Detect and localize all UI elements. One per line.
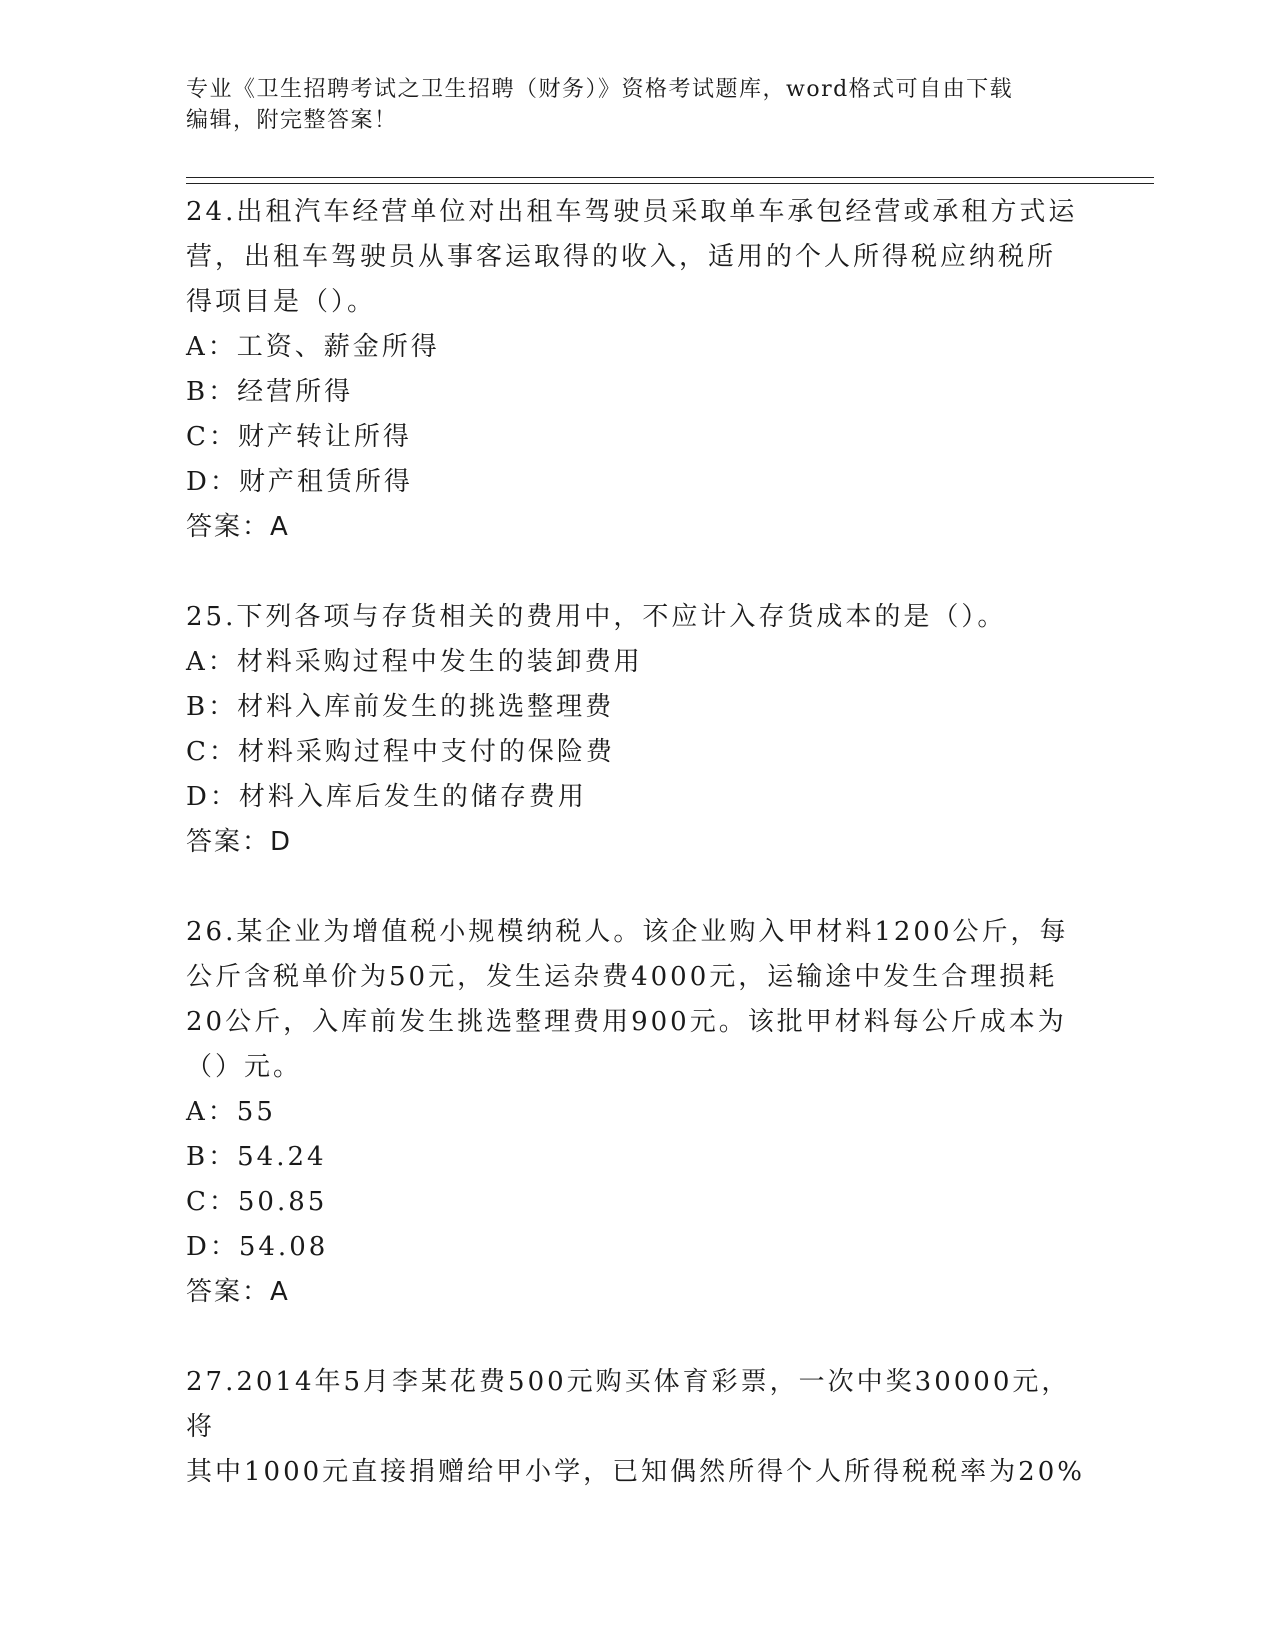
option-d: D：财产租赁所得: [186, 467, 413, 497]
question-text-line: 公斤含税单价为50元，发生运杂费4000元，运输途中发生合理损耗: [186, 962, 1058, 992]
question-text-line: （）元。: [186, 1052, 303, 1082]
question-text-line: 24.出租汽车经营单位对出租车驾驶员采取单车承包经营或承租方式运: [186, 197, 1078, 227]
header-divider-bottom: [186, 183, 1154, 184]
header-line-1: 专业《卫生招聘考试之卫生招聘（财务）》资格考试题库，word格式可自由下载: [186, 77, 1014, 102]
question-27: [186, 1360, 1086, 1495]
option-c: C：材料采购过程中支付的保险费: [186, 737, 615, 767]
answer: 答案：A: [186, 512, 290, 542]
spacer: [186, 550, 1086, 595]
question-text-line: 27.2014年5月李某花费500元购买体育彩票，一次中奖30000元，将: [186, 1367, 1071, 1442]
option-a: A：材料采购过程中发生的装卸费用: [186, 647, 643, 677]
answer: 答案：D: [186, 827, 293, 857]
option-c: C：财产转让所得: [186, 422, 412, 452]
option-b: B：经营所得: [186, 377, 354, 407]
question-text-line: 其中1000元直接捐赠给甲小学，已知偶然所得个人所得税税率为20%: [186, 1457, 1085, 1487]
spacer: [186, 865, 1086, 910]
question-24: [186, 190, 1086, 550]
question-text-line: 25.下列各项与存货相关的费用中，不应计入存货成本的是（）。: [186, 602, 1007, 632]
option-d: D：54.08: [186, 1232, 329, 1262]
option-a: A：55: [186, 1097, 276, 1127]
question-text-line: 26.某企业为增值税小规模纳税人。该企业购入甲材料1200公斤，每: [186, 917, 1069, 947]
header-divider-top: [186, 177, 1154, 178]
question-list: [186, 190, 1086, 1495]
question-25: [186, 595, 1086, 865]
option-b: B：材料入库前发生的挑选整理费: [186, 692, 615, 722]
header-line-2: 编辑，附完整答案！: [186, 108, 398, 133]
question-text-line: 营，出租车驾驶员从事客运取得的收入，适用的个人所得税应纳税所: [186, 242, 1057, 272]
option-d: D：材料入库后发生的储存费用: [186, 782, 587, 812]
answer: 答案：A: [186, 1277, 290, 1307]
question-26: [186, 910, 1086, 1315]
spacer: [186, 1315, 1086, 1360]
document-header: [186, 74, 1066, 136]
option-c: C：50.85: [186, 1187, 328, 1217]
question-text-line: 得项目是（）。: [186, 287, 377, 317]
option-a: A：工资、薪金所得: [186, 332, 440, 362]
option-b: B：54.24: [186, 1142, 327, 1172]
question-text-line: 20公斤，入库前发生挑选整理费用900元。该批甲材料每公斤成本为: [186, 1007, 1067, 1037]
